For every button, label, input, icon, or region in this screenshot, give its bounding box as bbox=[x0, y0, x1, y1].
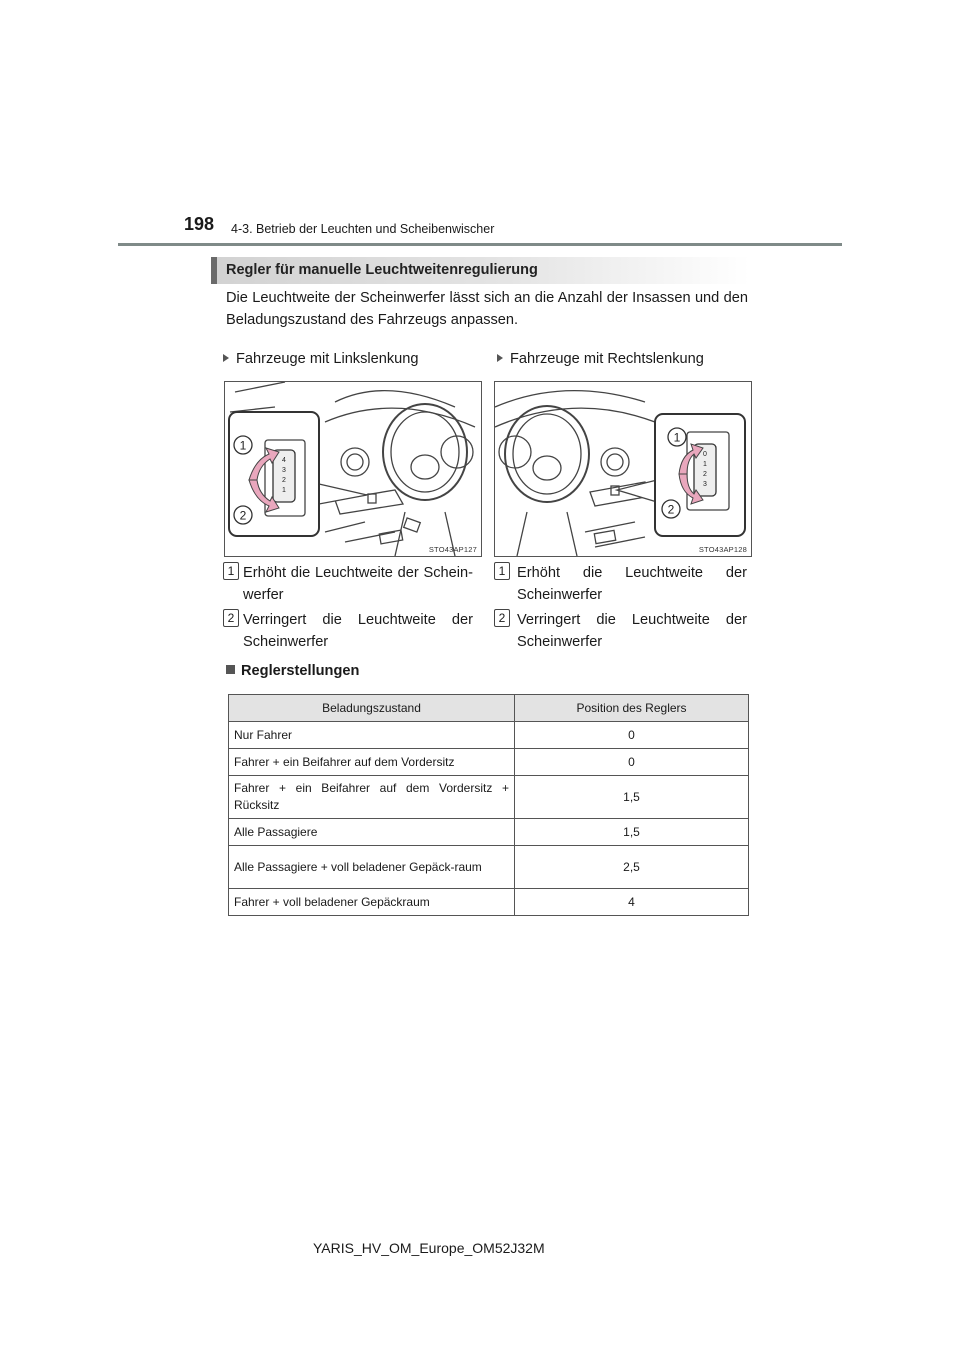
position-cell: 1,5 bbox=[515, 819, 749, 846]
intro-paragraph: Die Leuchtweite der Scheinwerfer lässt sich an die Anzahl der Insassen und den Beladungszustand des Fahrzeugs anpassen. bbox=[226, 290, 748, 328]
variant-label-text: Fahrzeuge mit Linkslenkung bbox=[236, 351, 419, 367]
triangle-bullet-icon bbox=[223, 354, 229, 362]
load-cell: Fahrer + voll beladener Gepäckraum bbox=[229, 889, 515, 916]
column-header: Position des Reglers bbox=[515, 695, 749, 722]
illustration-right-hand-drive bbox=[494, 381, 752, 557]
svg-text:3: 3 bbox=[703, 481, 707, 488]
variant-label-left-hand-drive bbox=[223, 351, 419, 367]
position-cell: 2,5 bbox=[515, 846, 749, 889]
item-text: Erhöht die Leuchtweite der Schein-werfer bbox=[243, 565, 473, 603]
item-text: Erhöht die Leuchtweite der Scheinwerfer bbox=[517, 565, 747, 603]
svg-text:1: 1 bbox=[703, 461, 707, 468]
position-cell: 0 bbox=[515, 749, 749, 776]
item-number-badge: 2 bbox=[223, 609, 239, 627]
settings-heading-text: Reglerstellungen bbox=[241, 663, 360, 679]
position-cell: 0 bbox=[515, 722, 749, 749]
table-row bbox=[229, 846, 749, 889]
triangle-bullet-icon bbox=[497, 354, 503, 362]
table-row bbox=[229, 776, 749, 819]
item-number-badge: 1 bbox=[223, 562, 239, 580]
svg-text:1: 1 bbox=[239, 438, 247, 453]
load-cell: Nur Fahrer bbox=[229, 722, 515, 749]
section-title: Regler für manuelle Leuchtweitenregulierung bbox=[226, 262, 538, 278]
settings-heading bbox=[226, 663, 359, 679]
svg-text:2: 2 bbox=[667, 502, 675, 517]
settings-table bbox=[228, 694, 749, 916]
load-cell: Fahrer + ein Beifahrer auf dem Vordersitz bbox=[229, 749, 515, 776]
variant-label-text: Fahrzeuge mit Rechtslenkung bbox=[510, 351, 704, 367]
svg-text:2: 2 bbox=[239, 508, 247, 523]
table-row bbox=[229, 889, 749, 916]
item-text: Verringert die Leuchtweite der Scheinwerfer bbox=[517, 612, 747, 650]
image-code: STO43AP128 bbox=[698, 545, 747, 554]
svg-text:3: 3 bbox=[282, 467, 286, 474]
column-header: Beladungszustand bbox=[229, 695, 515, 722]
item-number-badge: 1 bbox=[494, 562, 510, 580]
svg-text:1: 1 bbox=[673, 430, 681, 445]
chapter-title: 4-3. Betrieb der Leuchten und Scheibenwischer bbox=[231, 222, 495, 236]
load-cell: Alle Passagiere + voll beladener Gepäck-raum bbox=[229, 846, 515, 889]
item-number-badge: 2 bbox=[494, 609, 510, 627]
load-cell: Alle Passagiere bbox=[229, 819, 515, 846]
section-heading-bar bbox=[211, 257, 750, 284]
svg-text:2: 2 bbox=[703, 471, 707, 478]
table-row bbox=[229, 749, 749, 776]
page-number: 198 bbox=[184, 214, 215, 234]
svg-text:0: 0 bbox=[703, 451, 707, 458]
item-text: Verringert die Leuchtweite der Scheinwerfer bbox=[243, 612, 473, 650]
table-row bbox=[229, 819, 749, 846]
position-cell: 1,5 bbox=[515, 776, 749, 819]
dashboard-rhd-drawing bbox=[495, 382, 751, 556]
table-header-row bbox=[229, 695, 749, 722]
table-row bbox=[229, 722, 749, 749]
load-cell: Fahrer + ein Beifahrer auf dem Vordersitz + Rücksitz bbox=[229, 776, 515, 819]
square-bullet-icon bbox=[226, 665, 235, 674]
svg-text:2: 2 bbox=[282, 477, 286, 484]
image-code: STO43AP127 bbox=[428, 545, 477, 554]
dashboard-lhd-drawing bbox=[225, 382, 481, 556]
svg-text:4: 4 bbox=[282, 457, 286, 464]
position-cell: 4 bbox=[515, 889, 749, 916]
variant-label-right-hand-drive bbox=[497, 351, 704, 367]
document-footer: YARIS_HV_OM_Europe_OM52J32M bbox=[313, 1240, 545, 1256]
header-divider bbox=[118, 243, 842, 246]
section-heading-accent bbox=[211, 257, 217, 284]
illustration-left-hand-drive bbox=[224, 381, 482, 557]
svg-text:1: 1 bbox=[282, 487, 286, 494]
